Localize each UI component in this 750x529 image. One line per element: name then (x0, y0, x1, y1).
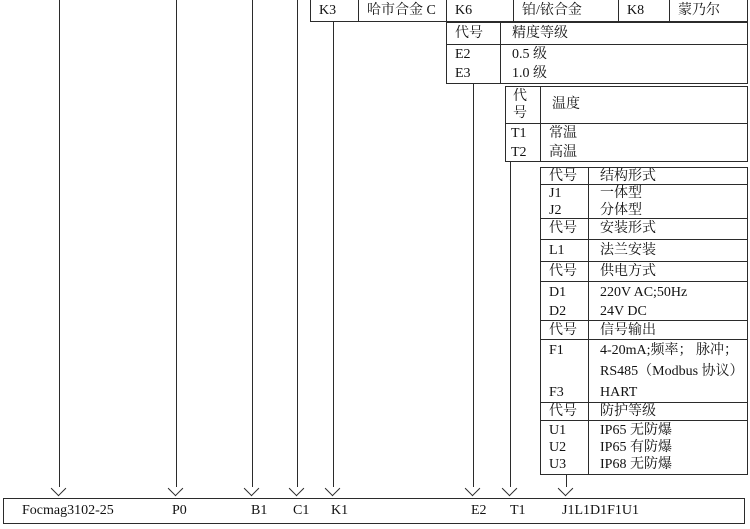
accuracy-code: E2 (455, 47, 471, 62)
mounting-data-rows (541, 240, 747, 262)
down-arrow-icon (465, 481, 481, 497)
signal-header-label: 信号输出 (600, 323, 656, 338)
electrode-code: K3 (319, 3, 337, 18)
leader-line-t1 (510, 162, 511, 487)
mounting-header-label: 安装形式 (600, 221, 656, 236)
signal-code: F1 (549, 343, 564, 358)
down-arrow-icon (325, 481, 341, 497)
code-header-cell: 代号 (447, 23, 501, 44)
result-model-code: Focmag3102-25 (22, 503, 114, 518)
result-code-e2: E2 (471, 503, 487, 518)
leader-line-model (59, 0, 60, 487)
protection-code: U3 (549, 457, 567, 472)
structure-data-rows (541, 185, 747, 219)
protection-header-row (541, 403, 747, 421)
power-data-rows (541, 282, 747, 321)
power-label: 220V AC;50Hz (600, 285, 688, 300)
signal-label: RS485（Modbus 协议） (600, 364, 744, 379)
mounting-header-row (541, 219, 747, 240)
electrode-label: 哈市合金 C (358, 0, 446, 21)
accuracy-data-rows (447, 45, 747, 83)
accuracy-table (446, 22, 748, 84)
protection-code: U1 (549, 423, 567, 438)
result-code-group: J1L1D1F1U1 (562, 503, 640, 518)
accuracy-code: E3 (455, 66, 471, 81)
temperature-header-row (506, 87, 747, 124)
code-header-cell: 代号 (541, 321, 589, 339)
temperature-table (505, 86, 748, 162)
result-code-k1: K1 (331, 503, 349, 518)
signal-data-rows (541, 340, 747, 403)
signal-label: 4-20mA;频率； 脉冲； (600, 343, 739, 358)
result-code-p0: P0 (172, 503, 187, 518)
code-header-cell: 代号 (541, 403, 589, 420)
temperature-data-rows (506, 124, 747, 161)
accuracy-header-row (447, 23, 747, 45)
mounting-label: 法兰安装 (600, 243, 656, 258)
signal-code: F3 (549, 385, 564, 400)
leader-line-e2 (473, 84, 474, 487)
accuracy-label: 0.5 级 (512, 47, 547, 62)
electrode-label: 蒙乃尔 (669, 0, 747, 21)
leader-line-k1 (333, 22, 334, 487)
structure-code: J2 (549, 203, 562, 218)
power-label: 24V DC (600, 304, 647, 319)
protection-data-rows (541, 421, 747, 474)
electrode-label: 铂/铱合金 (513, 0, 618, 21)
temperature-code: T2 (511, 145, 527, 160)
accuracy-header-label: 精度等级 (512, 26, 568, 41)
power-code: D1 (549, 285, 567, 300)
structure-label: 分体型 (600, 203, 642, 218)
down-arrow-icon (289, 481, 305, 497)
electrode-code: K6 (446, 0, 513, 21)
power-code: D2 (549, 304, 567, 319)
down-arrow-icon (244, 481, 260, 497)
temperature-label: 高温 (549, 145, 577, 160)
order-code-box (3, 498, 745, 524)
code-header-cell: 代号 (541, 262, 589, 281)
temperature-label: 常温 (549, 126, 577, 141)
result-code-c1: C1 (293, 503, 310, 518)
protection-label: IP65 无防爆 (600, 423, 672, 438)
leader-line-p0 (176, 0, 177, 487)
structure-header-label: 结构形式 (600, 169, 656, 184)
temperature-header-label: 温度 (552, 97, 580, 112)
down-arrow-icon (558, 481, 574, 497)
code-header-cell: 代号 (541, 219, 589, 239)
protection-header-label: 防护等级 (600, 404, 656, 419)
signal-label: HART (600, 385, 638, 400)
structure-label: 一体型 (600, 186, 642, 201)
electrode-material-row (310, 0, 748, 22)
protection-label: IP65 有防爆 (600, 440, 672, 455)
electrode-code: K8 (618, 0, 669, 21)
code-header-cell: 代号 (541, 168, 589, 184)
result-code-b1: B1 (251, 503, 268, 518)
protection-label: IP68 无防爆 (600, 457, 672, 472)
mounting-code: L1 (541, 240, 589, 261)
structure-header-row (541, 168, 747, 185)
structure-code: J1 (549, 186, 562, 201)
result-code-t1: T1 (510, 503, 526, 518)
temperature-code: T1 (511, 126, 527, 141)
power-header-row (541, 262, 747, 282)
down-arrow-icon (168, 481, 184, 497)
accuracy-label: 1.0 级 (512, 66, 547, 81)
down-arrow-icon (51, 481, 67, 497)
leader-line-b1 (252, 0, 253, 487)
code-header-cell: 代号 (506, 87, 541, 123)
leader-line-c1 (297, 0, 298, 487)
protection-code: U2 (549, 440, 567, 455)
signal-header-row (541, 321, 747, 340)
down-arrow-icon (502, 481, 518, 497)
power-header-label: 供电方式 (600, 264, 656, 279)
spec-table (540, 167, 748, 475)
